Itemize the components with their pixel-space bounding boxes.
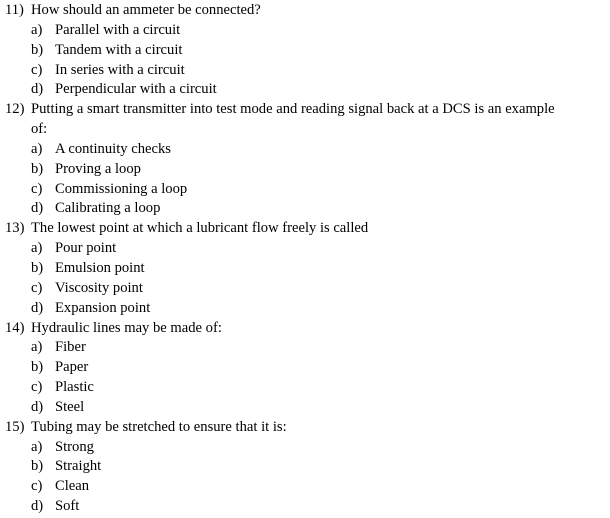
question-15 <box>0 418 610 438</box>
question-number: 13) <box>5 220 25 237</box>
option-d <box>0 497 610 517</box>
option-text: Parallel with a circuit <box>55 21 181 38</box>
option-a <box>0 438 610 458</box>
option-letter: d) <box>31 498 44 515</box>
option-d <box>0 80 610 100</box>
option-d <box>0 398 610 418</box>
option-letter: b) <box>31 359 44 376</box>
option-letter: b) <box>31 160 44 177</box>
question-text: How should an ammeter be connected? <box>31 2 261 18</box>
option-letter: b) <box>31 458 44 475</box>
option-text: A continuity checks <box>55 140 171 157</box>
option-text: Viscosity point <box>55 279 143 296</box>
option-text: Tandem with a circuit <box>55 41 183 58</box>
option-c <box>0 477 610 497</box>
option-letter: d) <box>31 299 44 316</box>
option-letter: a) <box>31 140 43 157</box>
option-d <box>0 299 610 319</box>
option-a <box>0 338 610 358</box>
option-text: Fiber <box>55 339 86 356</box>
option-letter: c) <box>31 478 43 495</box>
option-text: Straight <box>55 458 102 475</box>
question-number: 15) <box>5 418 25 435</box>
option-text: Paper <box>55 359 89 376</box>
option-b <box>0 160 610 180</box>
option-text: Perpendicular with a circuit <box>55 81 217 98</box>
option-c <box>0 378 610 398</box>
option-a <box>0 21 610 41</box>
option-b <box>0 259 610 279</box>
option-letter: b) <box>31 41 44 58</box>
option-b <box>0 41 610 61</box>
question-text: Hydraulic lines may be made of: <box>31 319 222 336</box>
option-text: In series with a circuit <box>55 61 185 78</box>
option-b <box>0 358 610 378</box>
option-letter: a) <box>31 339 43 356</box>
option-letter: c) <box>31 379 43 396</box>
option-text: Pour point <box>55 240 117 257</box>
option-letter: b) <box>31 259 44 276</box>
question-text: The lowest point at which a lubricant flow freely is called <box>31 220 369 237</box>
option-letter: a) <box>31 21 43 38</box>
option-c <box>0 279 610 299</box>
option-text: Strong <box>55 438 94 455</box>
option-text: Plastic <box>55 379 94 396</box>
question-number: 14) <box>5 319 25 336</box>
option-letter: a) <box>31 240 43 257</box>
option-text: Expansion point <box>55 299 151 316</box>
question-12-continuation <box>0 120 610 140</box>
option-a <box>0 239 610 259</box>
option-letter: c) <box>31 180 43 197</box>
option-c <box>0 180 610 200</box>
option-letter: c) <box>31 279 43 296</box>
question-number: 12) <box>5 101 25 118</box>
question-list <box>0 1 610 517</box>
option-text: Steel <box>55 398 85 415</box>
question-12 <box>0 100 610 120</box>
option-text: Calibrating a loop <box>55 200 161 217</box>
question-text: Putting a smart transmitter into test mode and reading signal back at a DCS is an example <box>31 101 555 118</box>
option-letter: d) <box>31 81 44 98</box>
option-text: Commissioning a loop <box>55 180 188 197</box>
option-text: Soft <box>55 498 80 515</box>
option-letter: d) <box>31 200 44 217</box>
option-text: Proving a loop <box>55 160 141 177</box>
question-13 <box>0 219 610 239</box>
question-text: Tubing may be stretched to ensure that it is: <box>31 418 287 435</box>
option-text: Emulsion point <box>55 259 145 276</box>
question-number: 11) <box>5 2 24 18</box>
option-c <box>0 61 610 81</box>
question-11 <box>0 1 610 21</box>
option-d <box>0 199 610 219</box>
question-14 <box>0 319 610 339</box>
option-letter: c) <box>31 61 43 78</box>
option-text: Clean <box>55 478 90 495</box>
question-text-continuation: of: <box>31 121 48 138</box>
option-b <box>0 457 610 477</box>
option-letter: d) <box>31 398 44 415</box>
option-a <box>0 140 610 160</box>
option-letter: a) <box>31 438 43 455</box>
